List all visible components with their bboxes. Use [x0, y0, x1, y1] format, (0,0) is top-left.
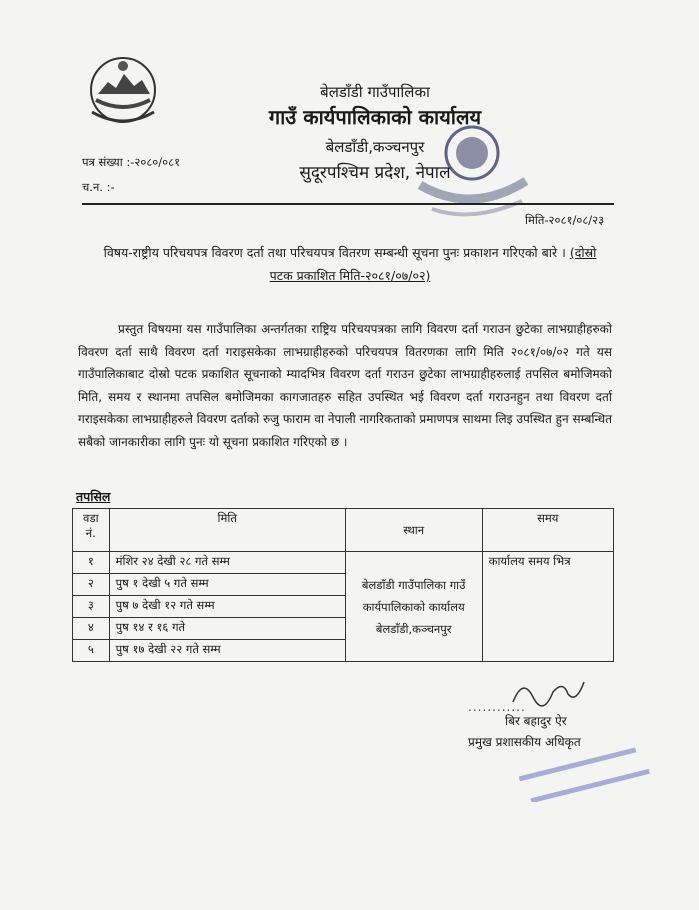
dispatch-number: च.न. :-: [82, 180, 115, 194]
subject-line: विषय-राष्ट्रीय परिचयपत्र विवरण दर्ता तथा परिचयपत्र वितरण सम्बन्धी सूचना पुनः प्रकाशन गरिएको बारे ।: [103, 245, 566, 260]
letter-date: मिति-२०८१/०८/२३: [525, 213, 605, 227]
municipality-name: बेलडाँडी गाउँपालिका: [320, 83, 430, 101]
signature-line: ............: [468, 700, 526, 714]
header-place: स्थान: [345, 509, 482, 552]
province-name: सुदूरपश्चिम प्रदेश, नेपाल: [299, 163, 451, 183]
subject: [100, 241, 600, 287]
notice-body: प्रस्तुत विषयमा यस गाउँपालिका अन्तर्गतका राष्ट्रिय परिचयपत्रका लागि विवरण दर्ता गराउन छुटेका लाभग्राहीहरुको विवरण दर्ता साथै विवरण दर्ता गराइसकेका लाभग्राहीहरुको परिचयपत्र वितरणका लागि मिति २०८१/०७/०२ गते यस गाउँपालिकाबाट दोस्रो पटक प्रकाशित सूचनाको म्यादभित्र विवरण दर्ता गराउन छुटेका लाभग्राहीहरुलाई तपसिल बमोजिमको मिति, समय र स्थानमा तपसिल बमोजिमका कागजातहरु सहित उपस्थित भई विवरण दर्ता गराउनहुन तथा विवरण दर्ता गराइसकेका लाभग्राहीहरुले विवरण दर्ताको रुजु फाराम वा नेपाली नागरिकताको प्रमाणपत्र साथमा लिइ उपस्थित हुन सम्बन्धित सबैको जानकारीका लागि पुनः यो सूचना प्रकाशित गरिएको छ ।: [78, 322, 612, 449]
signatory-title: प्रमुख प्रशासकीय अधिकृत: [468, 735, 581, 749]
ward-date: पुष १ देखी ५ गते सम्म: [109, 574, 345, 596]
table-header-row: [73, 509, 614, 552]
ward-no: ५: [73, 640, 110, 662]
subject-note: (दोस्रो पटक प्रकाशित मिति-२०८१/०७/०२): [269, 245, 597, 283]
letter-number: पत्र संख्या :-२०८०/०८१: [82, 155, 181, 169]
signatory-name: बिर बहादुर ऐर: [505, 714, 567, 728]
ward-date: पुष ७ देखी १२ गते सम्म: [109, 596, 345, 618]
header-divider: [82, 203, 614, 205]
ward-date: मंशिर २४ देखी २८ गते सम्म: [109, 552, 345, 574]
signature-seal-icon: [505, 722, 653, 802]
office-name: गाउँ कार्यपालिकाको कार्यालय: [268, 105, 482, 129]
ward-no: ३: [73, 596, 110, 618]
ward-date: पुष १७ देखी २२ गते सम्म: [109, 640, 345, 662]
ward-no: ४: [73, 618, 110, 640]
place-cell: बेलडाँडी गाउँपालिका गाउँ कार्यपालिकाको कार्यालय बेलडाँडी,कञ्चनपुर: [345, 552, 482, 662]
time-cell: कार्यालय समय भित्र: [482, 552, 613, 662]
schedule-table: [72, 508, 614, 662]
ward-no: १: [73, 552, 110, 574]
header-time: समय: [482, 509, 613, 552]
nepal-emblem-icon: [78, 52, 168, 132]
header-date: मिति: [109, 509, 345, 552]
office-stamp-icon: [412, 115, 534, 225]
header-ward-no: वडा नं.: [73, 509, 110, 552]
ward-no: २: [73, 574, 110, 596]
tapasil-heading: तपसिल: [76, 489, 111, 504]
office-address: बेलडाँडी,कञ्चनपुर: [325, 138, 425, 156]
ward-date: पुष १४ र १६ गते: [109, 618, 345, 640]
table-row: [73, 552, 614, 574]
